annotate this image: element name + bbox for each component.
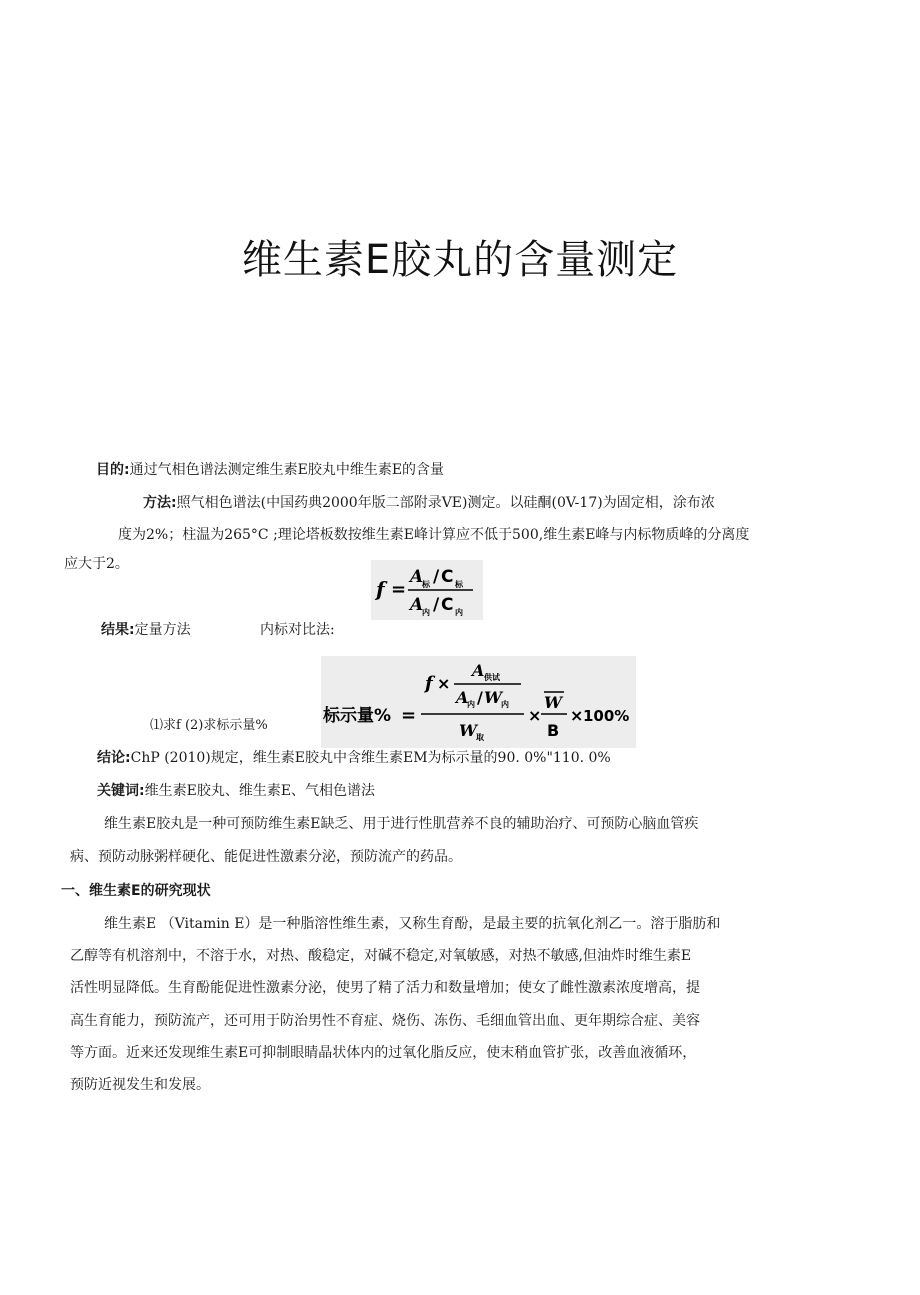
formula2-equals: = — [401, 705, 417, 726]
section-1-line-5: 等方面。近来还发现维生素E可抑制眼睛晶状体内的过氧化脂反应，使末稍血管扩张，改善血液循环， — [70, 1045, 697, 1061]
formula-f-a-std: A — [410, 567, 424, 587]
section-1-line-4: 高生育能力，预防流产，还可用于防治男性不育症、烧伤、冻伤、毛细血管出血、更年期综合症、美容 — [70, 1013, 700, 1029]
formula2-a-sample: A — [472, 661, 485, 680]
result-line — [101, 615, 191, 645]
formula-f-c-int: C — [441, 595, 454, 615]
formula2-f: f — [425, 673, 433, 694]
section-1-heading: 一、维生素E的研究现状 — [61, 883, 211, 899]
formula2-a-int: A — [456, 688, 469, 707]
result-label: 结果: — [101, 622, 135, 638]
formula2-hundred: 100% — [583, 707, 630, 725]
section-1-line-3: 活性明显降低。生育酚能促进性激素分泌，使男了精了活力和数量增加；使女了雌性激素浓度增高，提 — [70, 980, 700, 996]
method-line-2: 度为2%；柱温为265°C ;理论塔板数按维生素E峰计算应不低于500,维生素E峰与内标物质峰的分离度 — [118, 527, 750, 543]
formula-f-svg — [371, 560, 483, 620]
purpose-text: 通过气相色谱法测定维生素E胶丸中维生素E的含量 — [129, 462, 445, 478]
formula-f-symbol: f — [376, 577, 385, 601]
formula-label-amount-svg — [321, 656, 636, 748]
formula2-times-1: × — [437, 674, 451, 693]
conclusion-text: ChP (2010)规定，维生素E胶丸中含维生素EM为标示量的90. 0%"110. 0% — [130, 750, 611, 766]
formula2-times-2: × — [528, 706, 542, 725]
formula-f-c-std: C — [441, 567, 454, 587]
formula2-sub-w-int: 内 — [501, 700, 509, 709]
formula2-sub-sample: 供试 — [484, 673, 500, 682]
formula2-w-int: W — [484, 688, 502, 707]
intro-line-2: 病、预防动脉粥样硬化、能促进性激素分泌，预防流产的药品。 — [70, 849, 462, 865]
formula-label-amount-image — [321, 656, 636, 748]
steps-line: ⑴求f (2)求标示量% — [150, 718, 268, 733]
formula-f-equals: = — [391, 579, 407, 600]
formula-f-image — [371, 560, 483, 620]
formula2-times-3: × — [570, 706, 584, 725]
method-line-3: 应大于2。 — [64, 556, 129, 572]
purpose-label: 目的: — [96, 462, 130, 478]
formula2-lhs: 标示量% — [323, 706, 392, 726]
formula-f-sub-std-c: 标 — [455, 580, 463, 589]
method-label: 方法: — [143, 495, 177, 511]
formula-f-slash-2: / — [433, 595, 440, 615]
method-text-1: 照气相色谱法(中国药典2000年版二部附录VE)测定。以硅酮(0V-17)为固定相，涂布浓 — [176, 495, 715, 511]
page-title: 维生素E胶丸的含量测定 — [241, 237, 679, 283]
keywords-line — [97, 776, 375, 806]
formula2-b: B — [547, 721, 560, 740]
formula2-w-bar: W — [544, 693, 562, 712]
formula-f-slash-1: / — [433, 567, 440, 587]
formula2-w-take: W — [459, 721, 477, 740]
formula2-sub-take: 取 — [476, 733, 484, 742]
section-1-line-2: 乙醇等有机溶剂中，不溶于水，对热、酸稳定，对碱不稳定,对氧敏感，对热不敏感,但油炸时维生素E — [70, 948, 692, 964]
conclusion-label: 结论: — [97, 750, 131, 766]
section-1-line-1: 维生素E （Vitamin E）是一种脂溶性维生素，又称生育酚，是最主要的抗氧化剂乙一。溶于脂肪和 — [104, 916, 721, 932]
formula-f-sub-int-c: 内 — [455, 608, 463, 617]
formula-f-a-int: A — [410, 595, 424, 615]
formula2-sub-int: 内 — [467, 700, 475, 709]
formula-f-sub-std: 标 — [422, 580, 430, 589]
keywords-text: 维生素E胶丸、维生素E、气相色谱法 — [144, 783, 376, 799]
method-line-1 — [143, 488, 715, 518]
intro-line-1: 维生素E胶丸是一种可预防维生素E缺乏、用于进行性肌营养不良的辅助治疗、可预防心脑血管疾 — [104, 816, 699, 832]
result-method-name: 内标对比法: — [260, 622, 335, 638]
formula2-slash: / — [477, 688, 483, 707]
keywords-label: 关键词: — [97, 783, 145, 799]
result-text: 定量方法 — [134, 622, 191, 638]
purpose-line — [96, 455, 444, 485]
formula-f-sub-int: 内 — [422, 608, 430, 617]
conclusion-line — [97, 743, 611, 773]
section-1-line-6: 预防近视发生和发展。 — [70, 1077, 210, 1093]
